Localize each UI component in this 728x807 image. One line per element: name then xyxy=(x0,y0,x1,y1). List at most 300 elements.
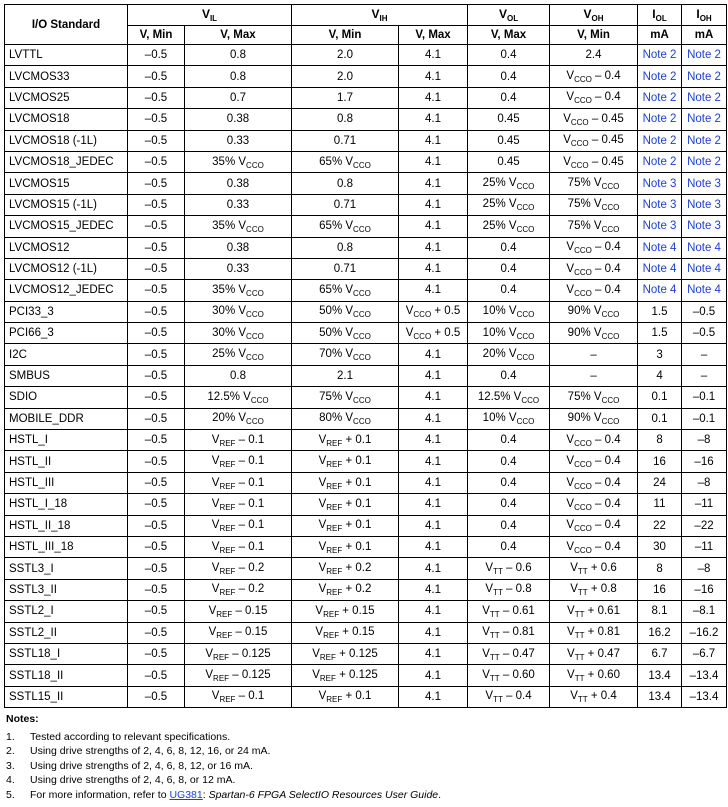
subscript: CCO xyxy=(246,288,264,298)
table-cell: – xyxy=(550,344,638,365)
table-cell: 4.1 xyxy=(399,280,468,301)
table-cell: 0.4 xyxy=(468,45,550,66)
table-cell: 0.38 xyxy=(185,237,292,258)
table-cell: 75% $V_{CCO}$ xyxy=(550,216,638,237)
note-reference-link[interactable]: Note 2 xyxy=(638,130,682,151)
header-col-vih-0: V, Min xyxy=(292,26,399,45)
table-row xyxy=(5,258,727,279)
table-cell: 0.1 xyxy=(638,387,682,408)
table-cell: 4.1 xyxy=(399,430,468,451)
table-cell: 4.1 xyxy=(399,173,468,194)
note-reference-link[interactable]: Note 4 xyxy=(638,237,682,258)
io-standard-name: LVCMOS18_JEDEC xyxy=(5,151,128,172)
table-cell: –0.5 xyxy=(128,109,185,130)
table-cell: –0.5 xyxy=(128,344,185,365)
subscript: REF xyxy=(319,652,336,662)
table-row xyxy=(5,558,727,579)
table-cell: 4.1 xyxy=(399,87,468,108)
table-cell: –0.5 xyxy=(128,579,185,600)
subscript: REF xyxy=(219,502,236,512)
table-cell: 75% $V_{CCO}$ xyxy=(292,387,399,408)
note-reference-link[interactable]: Note 2 xyxy=(682,130,727,151)
table-cell: 0.8 xyxy=(185,66,292,87)
note-item xyxy=(6,730,722,745)
table-cell: –0.5 xyxy=(128,237,185,258)
note-reference-link[interactable]: Note 2 xyxy=(682,109,727,130)
table-cell: 0.45 xyxy=(468,151,550,172)
subscript: CCO xyxy=(574,481,592,491)
io-standard-name: I2C xyxy=(5,344,128,365)
subscript: CCO xyxy=(574,96,592,106)
table-row xyxy=(5,601,727,622)
table-row xyxy=(5,130,727,151)
subscript: REF xyxy=(323,631,340,641)
note-reference-link[interactable]: Note 3 xyxy=(682,173,727,194)
subscript: CCO xyxy=(246,353,264,363)
table-cell: $V_{REF} - 0.1$ xyxy=(185,686,292,707)
table-cell: 50% $V_{CCO}$ xyxy=(292,301,399,322)
note-item xyxy=(6,773,722,788)
table-cell: 65% $V_{CCO}$ xyxy=(292,216,399,237)
table-cell: 4.1 xyxy=(399,45,468,66)
table-row xyxy=(5,387,727,408)
subscript: CCO xyxy=(516,224,535,234)
io-standard-name: HSTL_II xyxy=(5,451,128,472)
table-cell: –0.5 xyxy=(128,558,185,579)
table-cell: –0.5 xyxy=(128,173,185,194)
table-cell: $V_{REF} + 0.2$ xyxy=(292,558,399,579)
subscript: REF xyxy=(326,438,343,448)
table-row xyxy=(5,451,727,472)
table-row xyxy=(5,622,727,643)
subscript: CCO xyxy=(570,160,589,170)
table-cell: 4.1 xyxy=(399,365,468,386)
table-cell: –0.5 xyxy=(128,622,185,643)
io-standard-name: LVCMOS12_JEDEC xyxy=(5,280,128,301)
table-cell: $V_{CCO} - 0.4$ xyxy=(550,66,638,87)
io-standard-name: HSTL_II_18 xyxy=(5,515,128,536)
table-cell: $V_{TT} + 0.47$ xyxy=(550,643,638,664)
note-item xyxy=(6,788,722,803)
subscript: REF xyxy=(219,481,236,491)
table-cell: 0.38 xyxy=(185,173,292,194)
note-reference-link[interactable]: Note 3 xyxy=(638,216,682,237)
note-number: 2. xyxy=(6,745,15,757)
subscript: CCO xyxy=(250,395,269,405)
table-cell: –0.5 xyxy=(128,130,185,151)
table-cell: $V_{TT} + 0.8$ xyxy=(550,579,638,600)
table-cell: 13.4 xyxy=(638,665,682,686)
table-cell: $V_{TT} - 0.6$ xyxy=(468,558,550,579)
table-cell: $V_{REF} - 0.2$ xyxy=(185,579,292,600)
table-cell: 12.5% $V_{CCO}$ xyxy=(185,387,292,408)
table-cell: 4.1 xyxy=(399,494,468,515)
table-cell: 0.8 xyxy=(185,45,292,66)
table-row xyxy=(5,643,727,664)
subscript: TT xyxy=(489,652,500,662)
table-cell: 25% $V_{CCO}$ xyxy=(468,216,550,237)
subscript: TT xyxy=(574,652,585,662)
header-subscript: OL xyxy=(655,14,667,23)
subscript: CCO xyxy=(574,246,592,256)
table-cell: 0.4 xyxy=(468,515,550,536)
table-cell: $V_{REF} - 0.15$ xyxy=(185,622,292,643)
subscript: CCO xyxy=(574,460,592,470)
subscript: REF xyxy=(219,460,236,470)
io-standard-name: HSTL_I_18 xyxy=(5,494,128,515)
table-cell: 4.1 xyxy=(399,643,468,664)
table-row xyxy=(5,45,727,66)
table-cell: –0.5 xyxy=(128,430,185,451)
table-cell: $V_{CCO} - 0.4$ xyxy=(550,472,638,493)
table-cell: 0.4 xyxy=(468,472,550,493)
note-reference-link[interactable]: Note 2 xyxy=(682,66,727,87)
table-cell: –0.5 xyxy=(682,301,727,322)
subscript: REF xyxy=(216,631,233,641)
note-item xyxy=(6,744,722,759)
subscript: CCO xyxy=(601,417,620,427)
subscript: CCO xyxy=(574,75,592,85)
subscript: CCO xyxy=(353,288,371,298)
table-cell: 20% $V_{CCO}$ xyxy=(468,344,550,365)
table-cell: –0.5 xyxy=(128,365,185,386)
table-row xyxy=(5,194,727,215)
table-cell: 65% $V_{CCO}$ xyxy=(292,280,399,301)
table-cell: –0.5 xyxy=(128,216,185,237)
note-text: Using drive strengths of 2, 4, 6, 8, 12, 16, or 24 mA. xyxy=(30,745,271,757)
table-cell: 4.1 xyxy=(399,216,468,237)
header-symbol: V xyxy=(498,7,507,21)
note-reference-link[interactable]: Note 2 xyxy=(682,151,727,172)
table-cell: 4.1 xyxy=(399,558,468,579)
table-cell: $V_{CCO} - 0.4$ xyxy=(550,430,638,451)
table-row xyxy=(5,280,727,301)
table-cell: 4.1 xyxy=(399,472,468,493)
table-cell: $V_{REF} + 0.125$ xyxy=(292,643,399,664)
note-text: Using drive strengths of 2, 4, 6, 8, 12, or 16 mA. xyxy=(30,759,253,772)
subscript: REF xyxy=(326,567,343,577)
header-subscript: IH xyxy=(379,14,388,23)
subscript: CCO xyxy=(601,203,620,213)
table-cell: 1.5 xyxy=(638,301,682,322)
notes-title: Notes: xyxy=(6,713,39,725)
table-cell: $V_{REF} - 0.1$ xyxy=(185,451,292,472)
table-body xyxy=(5,45,727,708)
subscript: REF xyxy=(326,502,343,512)
header-group-voh xyxy=(550,5,638,26)
header-symbol: V xyxy=(371,7,380,21)
table-cell: 4 xyxy=(638,365,682,386)
table-cell: 4.1 xyxy=(399,451,468,472)
table-cell: $V_{CCO} - 0.4$ xyxy=(550,494,638,515)
note-number: 1. xyxy=(6,730,15,743)
subscript: CCO xyxy=(574,502,592,512)
header-io-standard: I/O Standard xyxy=(5,5,128,45)
note-reference-link[interactable]: Note 4 xyxy=(638,280,682,301)
table-cell: 0.4 xyxy=(468,280,550,301)
table-cell: 0.8 xyxy=(292,173,399,194)
table-cell: 0.4 xyxy=(468,365,550,386)
table-cell: $V_{REF} - 0.2$ xyxy=(185,558,292,579)
table-cell: 0.33 xyxy=(185,194,292,215)
io-standard-name: HSTL_III xyxy=(5,472,128,493)
table-row xyxy=(5,301,727,322)
io-standard-name: PCI66_3 xyxy=(5,323,128,344)
table-cell: –0.5 xyxy=(128,323,185,344)
table-cell: $V_{REF} + 0.1$ xyxy=(292,472,399,493)
table-cell: –0.5 xyxy=(128,258,185,279)
subscript: CCO xyxy=(601,395,620,405)
table-cell: –0.5 xyxy=(128,408,185,429)
subscript: CCO xyxy=(353,224,371,234)
io-standard-name: SSTL18_II xyxy=(5,665,128,686)
table-cell: $V_{REF} - 0.15$ xyxy=(185,601,292,622)
note-reference-link[interactable]: Note 4 xyxy=(682,237,727,258)
table-cell: –0.5 xyxy=(128,536,185,557)
note-reference-link[interactable]: Note 2 xyxy=(638,151,682,172)
note-reference-link[interactable]: Note 2 xyxy=(638,45,682,66)
table-cell: 11 xyxy=(638,494,682,515)
table-row xyxy=(5,536,727,557)
subscript: TT xyxy=(574,631,585,641)
header-col-iol-0: mA xyxy=(638,26,682,45)
table-cell: 25% $V_{CCO}$ xyxy=(468,173,550,194)
note-item xyxy=(6,759,722,774)
header-group-vih xyxy=(292,5,468,26)
table-cell: $V_{TT} - 0.60$ xyxy=(468,665,550,686)
table-cell: – xyxy=(682,344,727,365)
table-cell: –0.5 xyxy=(128,494,185,515)
table-cell: 24 xyxy=(638,472,682,493)
ug381-link[interactable]: UG381 xyxy=(169,788,203,801)
subscript: TT xyxy=(489,674,500,684)
table-cell: 4.1 xyxy=(399,665,468,686)
table-cell: 4.1 xyxy=(399,109,468,130)
subscript: REF xyxy=(319,674,336,684)
table-cell: 10% $V_{CCO}$ xyxy=(468,408,550,429)
table-cell: 0.4 xyxy=(468,494,550,515)
table-cell: –13.4 xyxy=(682,665,727,686)
note-reference-link[interactable]: Note 4 xyxy=(682,280,727,301)
table-cell: 0.71 xyxy=(292,194,399,215)
note-reference-link[interactable]: Note 3 xyxy=(638,173,682,194)
table-cell: $V_{TT} - 0.61$ xyxy=(468,601,550,622)
header-col-vih-1: V, Max xyxy=(399,26,468,45)
table-cell: 4.1 xyxy=(399,237,468,258)
table-cell: $V_{REF} + 0.1$ xyxy=(292,430,399,451)
table-cell: 0.45 xyxy=(468,130,550,151)
table-cell: $V_{TT} - 0.81$ xyxy=(468,622,550,643)
table-cell: 8 xyxy=(638,430,682,451)
table-cell: 0.8 xyxy=(292,109,399,130)
table-cell: $V_{CCO} - 0.4$ xyxy=(550,87,638,108)
table-cell: –0.5 xyxy=(128,280,185,301)
subscript: CCO xyxy=(516,331,535,341)
table-header xyxy=(5,5,727,45)
table-cell: $V_{REF} + 0.1$ xyxy=(292,686,399,707)
table-cell: $V_{TT} - 0.8$ xyxy=(468,579,550,600)
io-standard-name: LVCMOS25 xyxy=(5,87,128,108)
subscript: CCO xyxy=(353,160,371,170)
subscript: CCO xyxy=(246,224,264,234)
note-reference-link[interactable]: Note 2 xyxy=(638,109,682,130)
table-cell: 0.38 xyxy=(185,109,292,130)
table-cell: 4.1 xyxy=(399,515,468,536)
subscript: TT xyxy=(493,567,503,577)
subscript: CCO xyxy=(601,224,620,234)
subscript: TT xyxy=(574,674,585,684)
table-cell: $V_{CCO} - 0.4$ xyxy=(550,451,638,472)
table-cell: –8 xyxy=(682,472,727,493)
io-standard-name: SSTL18_I xyxy=(5,643,128,664)
table-cell: $V_{CCO} - 0.45$ xyxy=(550,109,638,130)
subscript: REF xyxy=(219,567,236,577)
table-row xyxy=(5,109,727,130)
table-cell: –0.5 xyxy=(128,472,185,493)
table-row xyxy=(5,494,727,515)
table-cell: 4.1 xyxy=(399,601,468,622)
table-cell: 6.7 xyxy=(638,643,682,664)
table-cell: 4.1 xyxy=(399,66,468,87)
table-cell: 75% $V_{CCO}$ xyxy=(550,173,638,194)
subscript: REF xyxy=(323,609,340,619)
header-symbol: V xyxy=(583,7,592,21)
table-cell: –8 xyxy=(682,430,727,451)
subscript: CCO xyxy=(246,417,264,427)
subscript: CCO xyxy=(601,182,620,192)
note-reference-link[interactable]: Note 3 xyxy=(638,194,682,215)
table-cell: $V_{REF} - 0.125$ xyxy=(185,643,292,664)
subscript: CCO xyxy=(574,288,592,298)
table-cell: 0.1 xyxy=(638,408,682,429)
table-cell: 4.1 xyxy=(399,408,468,429)
table-cell: 90% $V_{CCO}$ xyxy=(550,323,638,344)
header-subscript: IL xyxy=(209,14,218,23)
table-row xyxy=(5,686,727,707)
header-symbol: V xyxy=(201,7,210,21)
table-cell: $V_{CCO} - 0.4$ xyxy=(550,258,638,279)
table-row xyxy=(5,237,727,258)
io-standard-name: LVCMOS12 xyxy=(5,237,128,258)
header-subscript: OL xyxy=(506,14,519,23)
subscript: CCO xyxy=(516,417,535,427)
table-cell: 0.4 xyxy=(468,87,550,108)
table-cell: –8.1 xyxy=(682,601,727,622)
table-cell: –0.5 xyxy=(682,323,727,344)
header-group-vil xyxy=(128,5,292,26)
table-cell: 4.1 xyxy=(399,151,468,172)
table-cell: –0.1 xyxy=(682,387,727,408)
table-cell: $V_{REF} - 0.1$ xyxy=(185,494,292,515)
subscript: REF xyxy=(326,588,343,598)
table-cell: 16 xyxy=(638,451,682,472)
subscript: REF xyxy=(326,460,343,470)
subscript: CCO xyxy=(353,310,371,320)
table-cell: 0.4 xyxy=(468,536,550,557)
table-cell: 4.1 xyxy=(399,536,468,557)
table-cell: 50% $V_{CCO}$ xyxy=(292,323,399,344)
subscript: CCO xyxy=(574,438,592,448)
subscript: CCO xyxy=(601,310,620,320)
note-reference-link[interactable]: Note 2 xyxy=(682,87,727,108)
table-cell: 0.4 xyxy=(468,66,550,87)
table-row xyxy=(5,472,727,493)
io-standard-name: LVTTL xyxy=(5,45,128,66)
subscript: CCO xyxy=(521,395,540,405)
table-cell: –11 xyxy=(682,494,727,515)
table-cell: $V_{REF} - 0.125$ xyxy=(185,665,292,686)
note-reference-link[interactable]: Note 2 xyxy=(638,66,682,87)
table-cell: 8.1 xyxy=(638,601,682,622)
table-cell: – xyxy=(550,365,638,386)
subscript: REF xyxy=(219,588,236,598)
subscript: CCO xyxy=(601,331,620,341)
note-reference-link[interactable]: Note 3 xyxy=(682,194,727,215)
table-cell: 4.1 xyxy=(399,387,468,408)
note-reference-link[interactable]: Note 4 xyxy=(682,258,727,279)
subscript: TT xyxy=(577,567,588,577)
io-standard-name: SMBUS xyxy=(5,365,128,386)
table-cell: 65% $V_{CCO}$ xyxy=(292,151,399,172)
note-number: 5. xyxy=(6,788,15,801)
table-cell: 8 xyxy=(638,558,682,579)
io-standard-name: LVCMOS12 (-1L) xyxy=(5,258,128,279)
table-cell: 35% $V_{CCO}$ xyxy=(185,216,292,237)
subscript: CCO xyxy=(516,203,535,213)
note-reference-link[interactable]: Note 2 xyxy=(682,45,727,66)
table-cell: 3 xyxy=(638,344,682,365)
subscript: CCO xyxy=(516,353,535,363)
table-cell: 30 xyxy=(638,536,682,557)
header-col-ioh-0: mA xyxy=(682,26,727,45)
note-text: Using drive strengths of 2, 4, 6, 8, or 12 mA. xyxy=(30,774,236,786)
subscript: CCO xyxy=(353,417,371,427)
table-cell: 0.7 xyxy=(185,87,292,108)
note-reference-link[interactable]: Note 3 xyxy=(682,216,727,237)
note-reference-link[interactable]: Note 2 xyxy=(638,87,682,108)
table-cell: $V_{CCO} - 0.4$ xyxy=(550,515,638,536)
subscript: TT xyxy=(493,588,503,598)
io-standard-name: SDIO xyxy=(5,387,128,408)
subscript: CCO xyxy=(246,331,264,341)
table-cell: –0.5 xyxy=(128,45,185,66)
table-row xyxy=(5,408,727,429)
table-cell: 35% $V_{CCO}$ xyxy=(185,151,292,172)
subscript: CCO xyxy=(516,310,535,320)
table-cell: –0.5 xyxy=(128,451,185,472)
table-cell: –0.5 xyxy=(128,515,185,536)
table-cell: –0.5 xyxy=(128,387,185,408)
table-row xyxy=(5,515,727,536)
subscript: CCO xyxy=(246,310,264,320)
table-cell: $V_{CCO} + 0.5$ xyxy=(399,323,468,344)
subscript: CCO xyxy=(246,160,264,170)
note-reference-link[interactable]: Note 4 xyxy=(638,258,682,279)
header-col-vil-0: V, Min xyxy=(128,26,185,45)
note-text: Tested according to relevant specifications. xyxy=(30,730,231,743)
header-subscript: OH xyxy=(699,14,712,23)
table-cell: 16 xyxy=(638,579,682,600)
subscript: TT xyxy=(577,588,588,598)
table-row xyxy=(5,216,727,237)
table-cell: –0.5 xyxy=(128,151,185,172)
table-cell: –0.5 xyxy=(128,601,185,622)
table-cell: 75% $V_{CCO}$ xyxy=(550,387,638,408)
subscript: CCO xyxy=(574,524,592,534)
note-number: 4. xyxy=(6,774,15,786)
table-cell: 25% $V_{CCO}$ xyxy=(468,194,550,215)
header-group-ioh xyxy=(682,5,727,26)
